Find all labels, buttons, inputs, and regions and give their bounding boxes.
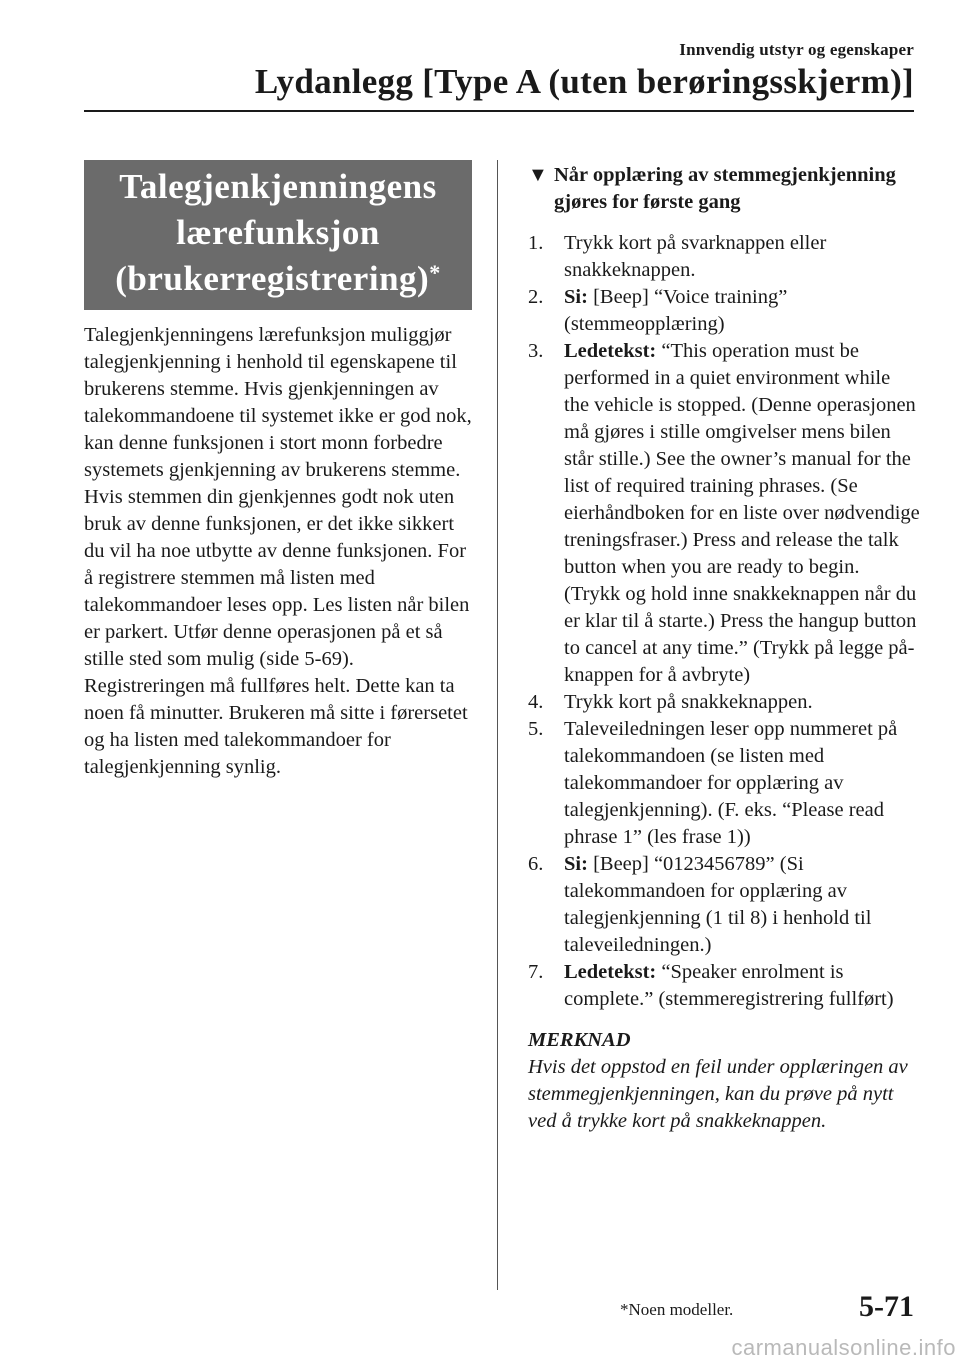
step-2 xyxy=(528,284,920,338)
step-text: “This operation must be performed in a quiet environment while the vehicle is stopped. (Denne operasjonen må gjøres i stille omgivelser mens bilen står stille.) See the owner’s manual for the list of required training phrases. (Se eierhåndboken for en liste over nødvendige treningsfraser.) Press and release the talk button when you are ready to begin. (Trykk og hold inne snakkeknappen når du er klar til å starte.) Press the hangup button to cancel at any time.” (Trykk på legge på-knappen for å avbryte) xyxy=(564,340,920,686)
header-divider xyxy=(84,110,914,112)
section-title-line-3: (brukerregistrering) xyxy=(115,259,430,298)
procedure-heading xyxy=(528,162,920,216)
section-title-line-1: Talegjenkjenningens xyxy=(119,167,437,206)
page-title: Lydanlegg [Type A (uten berøringsskjerm)] xyxy=(254,62,914,101)
step-4 xyxy=(528,689,920,716)
column-divider xyxy=(497,160,498,1290)
step-label: Ledetekst: xyxy=(564,340,657,362)
step-number: 3. xyxy=(528,340,544,362)
procedure-heading-text: Når opplæring av stemmegjenkjenning gjøres for første gang xyxy=(554,164,896,213)
step-number: 7. xyxy=(528,961,544,983)
step-text: [Beep] “Voice training” (stemmeopplæring) xyxy=(564,286,788,335)
section-title-line-2: lærefunksjon xyxy=(176,213,380,252)
triangle-marker-icon: ▼ xyxy=(528,164,548,186)
step-label: Si: xyxy=(564,853,588,875)
note-block xyxy=(528,1027,920,1135)
left-column xyxy=(84,160,472,781)
step-number: 4. xyxy=(528,691,544,713)
step-7 xyxy=(528,959,920,1013)
step-1 xyxy=(528,230,920,284)
page-number: 5-71 xyxy=(859,1290,914,1323)
chapter-subtitle: Innvendig utstyr og egenskaper xyxy=(679,40,914,59)
step-6 xyxy=(528,851,920,959)
right-column xyxy=(528,162,920,1135)
watermark-text: carmanualsonline.info xyxy=(731,1335,956,1360)
step-5 xyxy=(528,716,920,851)
note-text: Hvis det oppstod en feil under opplæringen av stemmegjenkjenningen, kan du prøve på nytt ved å trykke kort på snakkeknappen. xyxy=(528,1056,908,1132)
step-text: Trykk kort på svarknappen eller snakkeknappen. xyxy=(564,232,827,281)
step-number: 5. xyxy=(528,718,544,740)
step-label: Ledetekst: xyxy=(564,961,657,983)
procedure-steps xyxy=(528,230,920,1013)
footnote: *Noen modeller. xyxy=(620,1300,734,1319)
step-text: Trykk kort på snakkeknappen. xyxy=(564,691,813,713)
step-3 xyxy=(528,338,920,689)
section-title-box xyxy=(84,160,472,310)
step-number: 6. xyxy=(528,853,544,875)
step-text: Taleveiledningen leser opp nummeret på talekommandoen (se listen med talekommandoer for opplæring av talegjenkjenning). (F. eks. “Please read phrase 1” (les frase 1)) xyxy=(564,718,898,848)
step-text: [Beep] “0123456789” (Si talekommandoen for opplæring av talegjenkjenning (1 til 8) i henhold til taleveiledningen.) xyxy=(564,853,872,956)
step-number: 1. xyxy=(528,232,544,254)
step-text: “Speaker enrolment is complete.” (stemmeregistrering fullført) xyxy=(564,961,894,1010)
step-number: 2. xyxy=(528,286,544,308)
note-title: MERKNAD xyxy=(528,1029,631,1051)
step-label: Si: xyxy=(564,286,588,308)
asterisk-marker: * xyxy=(429,260,441,285)
section-body: Talegjenkjenningens lærefunksjon muliggjør talegjenkjenning i henhold til egenskapene til brukerens stemme. Hvis gjenkjenningen av talekommandoene til systemet ikke er god nok, kan denne funksjonen i stort monn forbedre systemets gjenkjenning av brukerens stemme. Hvis stemmen din gjenkjennes godt nok uten bruk av denne funksjonen, er det ikke sikkert du vil ha noe utbytte av denne funksjonen. For å registrere stemmen må listen med talekommandoer leses opp. Les listen når bilen er parkert. Utfør denne operasjonen på et så stille sted som mulig (side 5-69). Registreringen må fullføres helt. Dette kan ta noen få minutter. Brukeren må sitte i førersetet og ha listen med talekommandoer for talegjenkjenning synlig. xyxy=(84,324,472,778)
